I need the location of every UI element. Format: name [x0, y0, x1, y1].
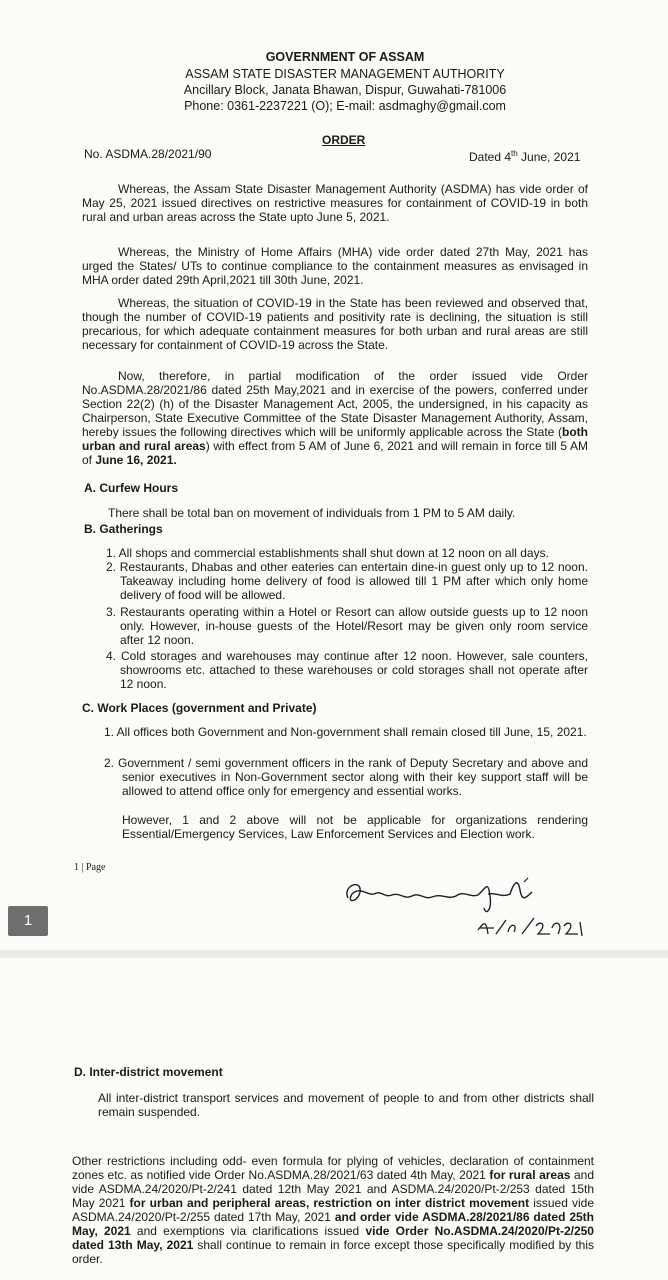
section-c-note: However, 1 and 2 above will not be applicable for organizations rendering Essential/Emergency Services, Law Enforcement Services and Election work.: [122, 813, 588, 841]
order-number: No. ASDMA.28/2021/90: [84, 147, 212, 161]
list-item: 2. Restaurants, Dhabas and other eateries can entertain dine-in guest only up to 12 noon. Takeaway including home delivery of food is allowed till 1 PM after which only home delivery of food will be allowed.: [106, 560, 588, 602]
document-page-2: [0, 958, 668, 1280]
paragraph-3: Whereas, the situation of COVID-19 in the State has been reviewed and observed that, though the number of COVID-19 patients and positivity rate is declining, the situation is still precarious, for which adequate containment measures for both urban and rural areas are still necessary for containment of COVID-19 across the State.: [82, 296, 588, 352]
authority-name: ASSAM STATE DISASTER MANAGEMENT AUTHORITY: [185, 67, 505, 81]
order-title: ORDER: [322, 133, 366, 147]
page-number-badge: 1: [8, 906, 48, 936]
office-address: Ancillary Block, Janata Bhawan, Dispur, Guwahati-781006: [183, 83, 507, 97]
section-d-heading: D. Inter-district movement: [74, 1065, 223, 1079]
section-b-heading: B. Gatherings: [84, 522, 163, 536]
contact-line: Phone: 0361-2237221 (O); E-mail: asdmaghy@gmail.com: [184, 99, 506, 113]
list-item: 1. All shops and commercial establishments shall shut down at 12 noon on all days.: [106, 546, 549, 560]
page-footer: 1 | Page: [74, 862, 106, 873]
section-a-text: There shall be total ban on movement of individuals from 1 PM to 5 AM daily.: [108, 506, 516, 520]
closing-paragraph: Other restrictions including odd- even formula for plying of vehicles, declaration of containment zones etc. as notified vide Order No.ASDMA.28/2021/63 dated 4th May, 2021 for rural areas and vide ASDMA.24/2020/Pt-2/241 dated 12th May 2021 and ASDMA.24/2020/Pt-2/253 dated 15th May 2021 for urban and peripheral areas, restriction on inter district movement issued vide ASDMA.24/2020/Pt-2/255 dated 17th May, 2021 and order vide ASDMA.28/2021/86 dated 25th May, 2021 and exemptions via clarifications issued vide Order No.ASDMA.24/2020/Pt-2/250 dated 13th May, 2021 shall continue to remain in force except those specifically modified by this order.: [72, 1154, 594, 1266]
list-item: 3. Restaurants operating within a Hotel or Resort can allow outside guests up to 12 noon only. However, in-house guests of the Hotel/Resort may be given only room service after 12 noon.: [106, 605, 588, 647]
order-date: Dated 4th June, 2021: [469, 149, 581, 164]
paragraph-1: Whereas, the Assam State Disaster Management Authority (ASDMA) has vide order of May 25, 2021 issued directives on restrictive measures for containment of COVID-19 in both rural and urban areas across the State upto June 5, 2021.: [82, 182, 588, 224]
paragraph-4: Now, therefore, in partial modification of the order issued vide Order No.ASDMA.28/2021/86 dated 25th May,2021 and in exercise of the powers, conferred under Section 22(2) (h) of the Disaster Management Act, 2005, the undersigned, in his capacity as Chairperson, State Executive Committee of the State Disaster Management Authority, Assam, hereby issues the following directives which will be uniformly applicable across the State (both urban and rural areas) with effect from 5 AM of June 6, 2021 and will remain in force till 5 AM of June 16, 2021.: [82, 369, 588, 467]
section-a-heading: A. Curfew Hours: [84, 481, 179, 495]
section-c-heading: C. Work Places (government and Private): [82, 701, 317, 715]
list-item: 2. Government / semi government officers in the rank of Deputy Secretary and above and senior executives in Non-Government sector along with their key support staff will be allowed to attend office only for emergency and essential works.: [104, 756, 588, 798]
signature-image: [338, 868, 588, 948]
list-item: 4. Cold storages and warehouses may continue after 12 noon. However, sale counters, showrooms etc. attached to these warehouses or cold storages shall not operate after 12 noon.: [106, 649, 588, 691]
list-item: 1. All offices both Government and Non-government shall remain closed till June, 15, 2021.: [104, 725, 587, 739]
section-d-text: All inter-district transport services and movement of people to and from other districts shall remain suspended.: [98, 1091, 594, 1119]
gov-heading: GOVERNMENT OF ASSAM: [265, 50, 425, 64]
paragraph-2: Whereas, the Ministry of Home Affairs (MHA) vide order dated 27th May, 2021 has urged the States/ UTs to continue compliance to the containment measures as envisaged in MHA order dated 29th April,2021 till 30th June, 2021.: [82, 245, 588, 287]
